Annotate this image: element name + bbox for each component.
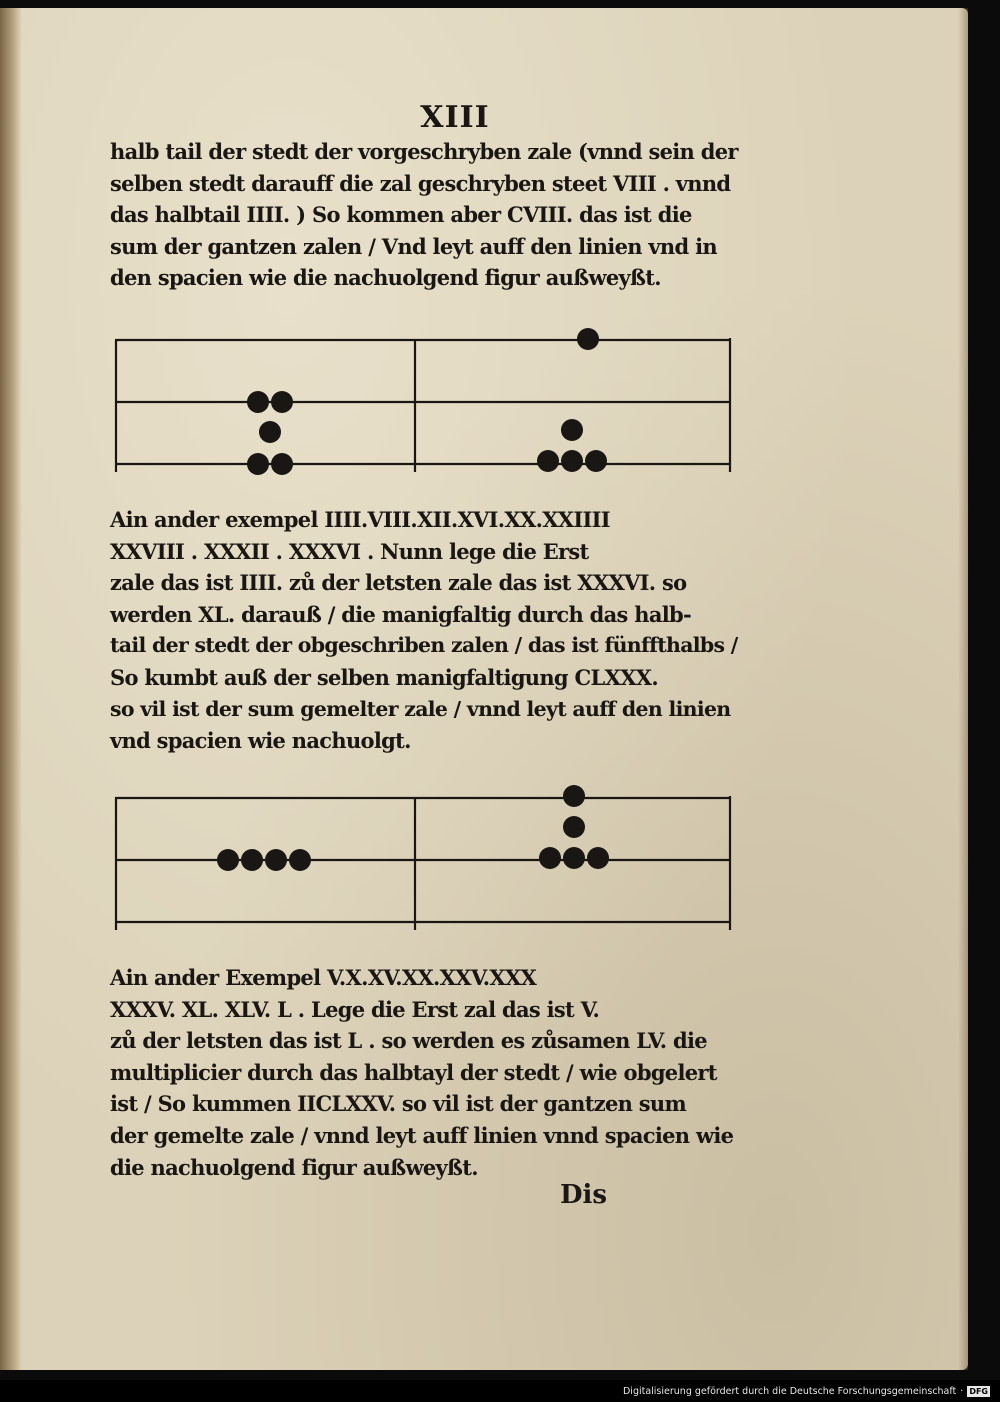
counting-board-figure-1 bbox=[110, 322, 740, 482]
counter bbox=[585, 450, 607, 472]
counter bbox=[563, 785, 585, 807]
text-line: vnd spacien wie nachuolgt. bbox=[110, 728, 411, 754]
counter bbox=[577, 328, 599, 350]
counting-board-figure-2 bbox=[110, 780, 740, 940]
counter bbox=[289, 849, 311, 871]
credit-separator: · bbox=[960, 1385, 964, 1397]
text-line: die nachuolgend figur außweyßt. bbox=[110, 1154, 478, 1180]
text-line: sum der gantzen zalen / Vnd leyt auff den linien vnd in bbox=[110, 233, 717, 259]
digitization-credit bbox=[623, 1384, 990, 1398]
text-line: werden XL. darauß / die manigfaltig durch das halb- bbox=[110, 601, 692, 627]
text-line: selben stedt darauff die zal geschryben steet VIII . vnnd bbox=[110, 170, 731, 196]
counter bbox=[265, 849, 287, 871]
paragraph-1 bbox=[110, 136, 740, 294]
text-line: der gemelte zale / vnnd leyt auff linien vnnd spacien wie bbox=[110, 1122, 734, 1148]
counter bbox=[247, 453, 269, 475]
dfg-logo[interactable]: DFG bbox=[969, 1386, 988, 1396]
counter bbox=[271, 453, 293, 475]
credit-text: Digitalisierung gefördert durch die Deutsche Forschungsgemeinschaft bbox=[622, 1385, 957, 1397]
text-line: ist / So kummen IICLXXV. so vil ist der gantzen sum bbox=[110, 1091, 687, 1117]
text-line: so vil ist der sum gemelter zale / vnnd leyt auff den linien bbox=[110, 696, 731, 721]
counter bbox=[271, 391, 293, 413]
text-line: So kumbt auß der selben manigfaltigung CLXXX. bbox=[110, 664, 658, 690]
counter bbox=[217, 849, 239, 871]
counter bbox=[259, 421, 281, 443]
paragraph-3 bbox=[110, 962, 740, 1183]
counter bbox=[537, 450, 559, 472]
text-line: multiplicier durch das halbtayl der stedt / wie obgelert bbox=[110, 1059, 717, 1085]
text-line: Ain ander exempel IIII.VIII.XII.XVI.XX.XXIIII bbox=[110, 507, 610, 532]
text-line: Ain ander Exempel V.X.XV.XX.XXV.XXX bbox=[110, 965, 537, 990]
counter bbox=[563, 816, 585, 838]
text-line: XXXV. XL. XLV. L . Lege die Erst zal das ist V. bbox=[110, 996, 600, 1022]
folio-number: XIII bbox=[420, 100, 490, 135]
counter bbox=[247, 391, 269, 413]
counter bbox=[587, 847, 609, 869]
catchword: Dis bbox=[560, 1180, 608, 1210]
counter bbox=[563, 847, 585, 869]
text-line: halb tail der stedt der vorgeschryben zale (vnnd sein der bbox=[110, 139, 738, 164]
text-line: tail der stedt der obgeschriben zalen / das ist fünffthalbs / bbox=[110, 633, 738, 658]
counter bbox=[241, 849, 263, 871]
text-line: XXVIII . XXXII . XXXVI . Nunn lege die Erst bbox=[110, 538, 589, 564]
text-line: zale das ist IIII. zů der letsten zale das ist XXXVI. so bbox=[110, 570, 687, 596]
text-line: zů der letsten das ist L . so werden es zůsamen LV. die bbox=[110, 1028, 707, 1054]
paragraph-2 bbox=[110, 504, 740, 757]
text-line: den spacien wie die nachuolgend figur außweyßt. bbox=[110, 265, 661, 291]
counter bbox=[561, 419, 583, 441]
counter bbox=[561, 450, 583, 472]
counter bbox=[539, 847, 561, 869]
text-line: das halbtail IIII. ) So kommen aber CVIII. das ist die bbox=[110, 202, 692, 228]
